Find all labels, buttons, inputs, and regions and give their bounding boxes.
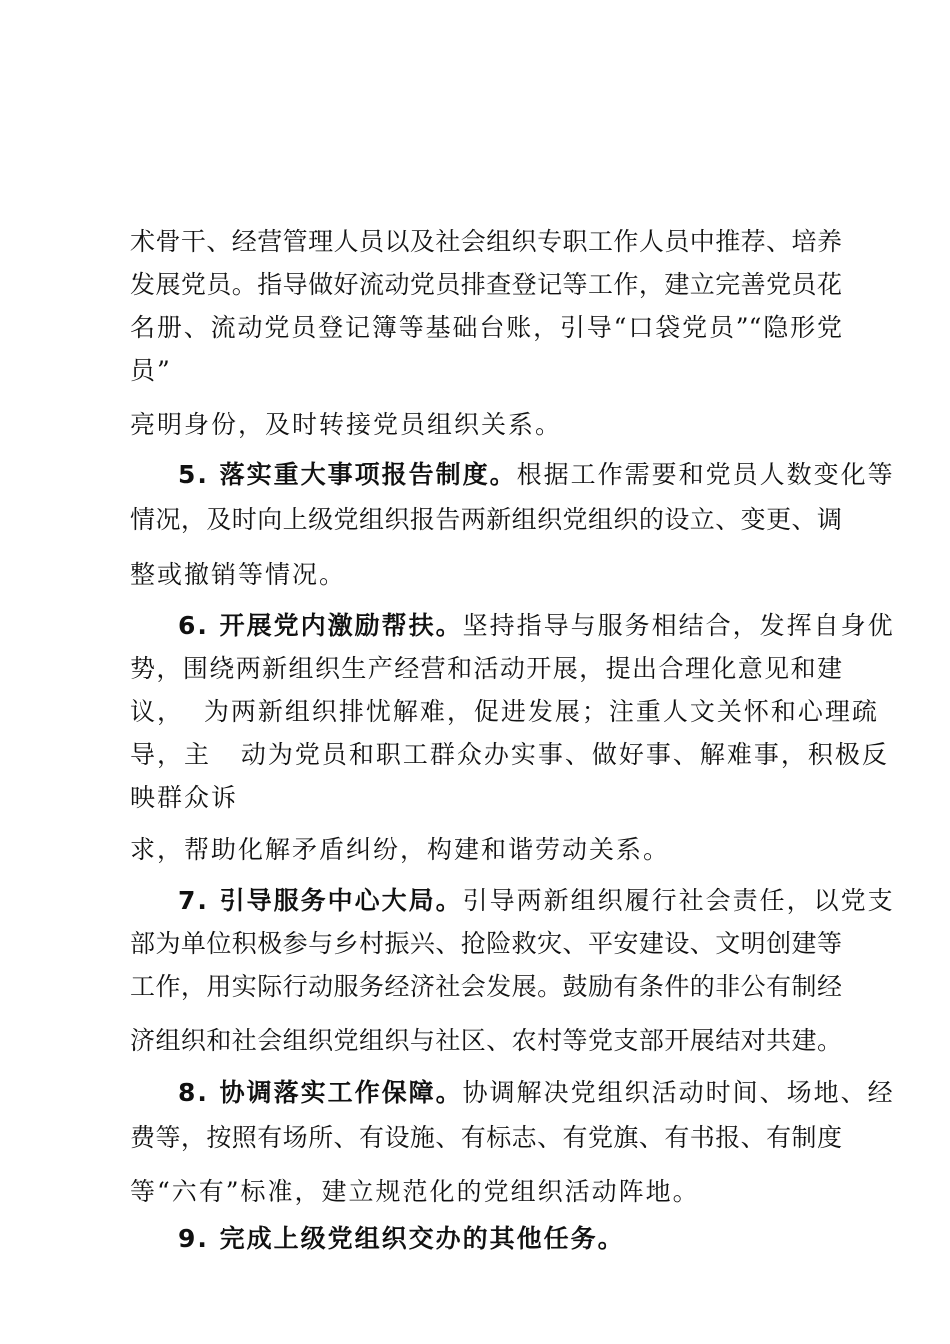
item-7-first-line xyxy=(178,886,895,916)
body-line: 员” xyxy=(130,356,172,385)
body-line: 发展党员。指导做好流动党员排查登记等工作，建立完善党员花 xyxy=(130,270,842,299)
item-5-text: 根据工作需要和党员人数变化等 xyxy=(516,460,895,489)
item-6-first-line xyxy=(178,611,895,641)
body-line: 济组织和社会组织党组织与社区、农村等党支部开展结对共建。 xyxy=(130,1026,842,1055)
body-line: 部为单位积极参与乡村振兴、抢险救灾、平安建设、文明创建等 xyxy=(130,929,842,958)
item-8-text: 协调解决党组织活动时间、场地、经 xyxy=(462,1078,895,1107)
item-7-heading: 7. 引导服务中心大局。 xyxy=(178,886,463,915)
item-6-heading: 6. 开展党内激励帮扶。 xyxy=(178,611,463,640)
body-line: 议， 为两新组织排忧解难，促进发展；注重人文关怀和心理疏 xyxy=(130,697,879,726)
item-8-heading: 8. 协调落实工作保障。 xyxy=(178,1078,463,1107)
body-line: 导，主 动为党员和职工群众办实事、做好事、解难事，积极反 xyxy=(130,740,889,769)
body-line: 求，帮助化解矛盾纠纷，构建和谐劳动关系。 xyxy=(130,835,671,864)
body-line: 势，围绕两新组织生产经营和活动开展，提出合理化意见和建 xyxy=(130,654,842,683)
body-line: 名册、流动党员登记簿等基础台账，引导“口袋党员”“隐形党 xyxy=(130,313,842,342)
item-6-text: 坚持指导与服务相结合，发挥自身优 xyxy=(462,611,895,640)
item-9-first-line xyxy=(178,1224,842,1254)
body-line: 工作，用实际行动服务经济社会发展。鼓励有条件的非公有制经 xyxy=(130,972,842,1001)
item-7-text: 引导两新组织履行社会责任，以党支 xyxy=(462,886,895,915)
body-line: 情况，及时向上级党组织报告两新组织党组织的设立、变更、调 xyxy=(130,505,842,534)
item-5-first-line xyxy=(178,460,895,490)
item-9-heading: 9. 完成上级党组织交办的其他任务。 xyxy=(178,1224,625,1253)
body-line: 等“六有”标准，建立规范化的党组织活动阵地。 xyxy=(130,1177,700,1206)
body-line: 费等，按照有场所、有设施、有标志、有党旗、有书报、有制度 xyxy=(130,1123,842,1152)
body-line: 术骨干、经营管理人员以及社会组织专职工作人员中推荐、培养 xyxy=(130,227,842,256)
item-5-heading: 5. 落实重大事项报告制度。 xyxy=(178,460,517,489)
body-line: 映群众诉 xyxy=(130,783,239,812)
body-line: 亮明身份，及时转接党员组织关系。 xyxy=(130,410,563,439)
body-line: 整或撤销等情况。 xyxy=(130,560,347,589)
item-8-first-line xyxy=(178,1078,895,1108)
